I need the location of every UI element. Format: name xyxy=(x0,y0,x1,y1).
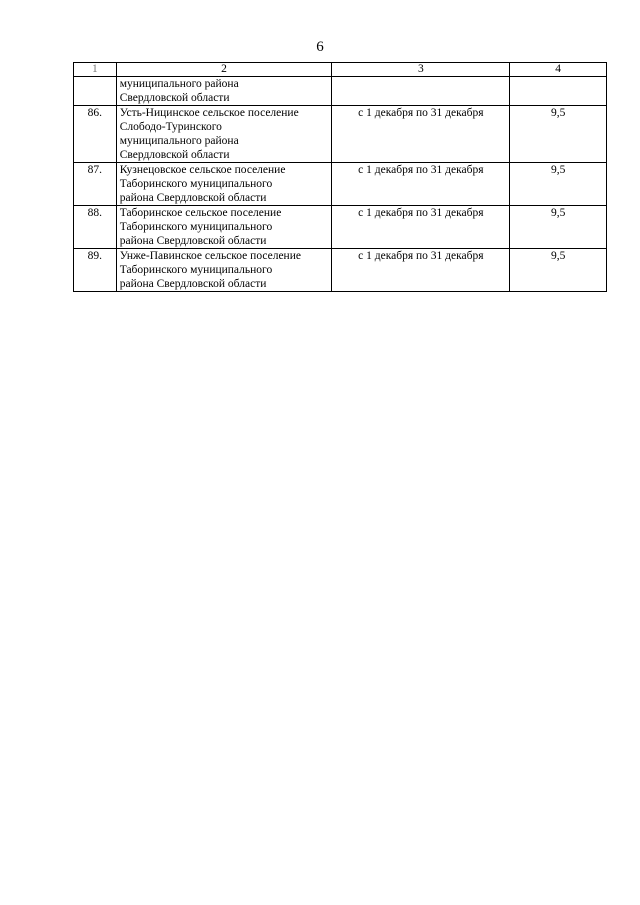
column-header-2: 2 xyxy=(116,63,332,77)
settlement-name-line: Свердловской области xyxy=(119,149,230,161)
settlement-name-line: муниципального района xyxy=(119,78,239,90)
column-header-4: 4 xyxy=(510,63,607,77)
period-cell: с 1 декабря по 31 декабря xyxy=(332,106,510,163)
period-cell: с 1 декабря по 31 декабря xyxy=(332,206,510,249)
settlement-name-cell xyxy=(116,77,332,106)
table-row xyxy=(74,206,607,249)
table-row xyxy=(74,163,607,206)
settlement-name-line: муниципального района xyxy=(119,135,239,147)
settlement-name-line: Свердловской области xyxy=(119,92,230,104)
column-header-1: 1 xyxy=(74,63,117,77)
settlement-name-line: Слободо-Туринского xyxy=(119,121,222,133)
settlement-name-line: Таборинское сельское поселение xyxy=(119,207,282,219)
settlement-name-cell xyxy=(116,249,332,292)
settlement-name-line: Унже-Павинское сельское поселение xyxy=(119,250,301,262)
row-number-cell: 86. xyxy=(74,106,117,163)
settlement-name-line: Таборинского муниципального xyxy=(119,178,273,190)
row-number-cell xyxy=(74,77,117,106)
settlement-name-cell xyxy=(116,163,332,206)
settlement-name-cell xyxy=(116,206,332,249)
value-cell: 9,5 xyxy=(510,249,607,292)
row-number-cell: 89. xyxy=(74,249,117,292)
row-number-cell: 88. xyxy=(74,206,117,249)
value-cell xyxy=(510,77,607,106)
settlement-name-line: Усть-Ницинское сельское поселение xyxy=(119,107,299,119)
period-cell xyxy=(332,77,510,106)
row-number-cell: 87. xyxy=(74,163,117,206)
data-table xyxy=(73,62,607,292)
table-header-row xyxy=(74,63,607,77)
settlement-name-line: Таборинского муниципального xyxy=(119,221,273,233)
value-cell: 9,5 xyxy=(510,163,607,206)
settlement-name-line: района Свердловской области xyxy=(119,278,267,290)
table-row xyxy=(74,106,607,163)
table-row-continuation xyxy=(74,77,607,106)
page-number: 6 xyxy=(316,39,324,55)
value-cell: 9,5 xyxy=(510,106,607,163)
table-row xyxy=(74,249,607,292)
period-cell: с 1 декабря по 31 декабря xyxy=(332,163,510,206)
settlement-name-cell xyxy=(116,106,332,163)
period-cell: с 1 декабря по 31 декабря xyxy=(332,249,510,292)
settlement-name-line: района Свердловской области xyxy=(119,192,267,204)
settlement-name-line: Таборинского муниципального xyxy=(119,264,273,276)
settlement-name-line: района Свердловской области xyxy=(119,235,267,247)
value-cell: 9,5 xyxy=(510,206,607,249)
column-header-3: 3 xyxy=(332,63,510,77)
settlement-name-line: Кузнецовское сельское поселение xyxy=(119,164,286,176)
